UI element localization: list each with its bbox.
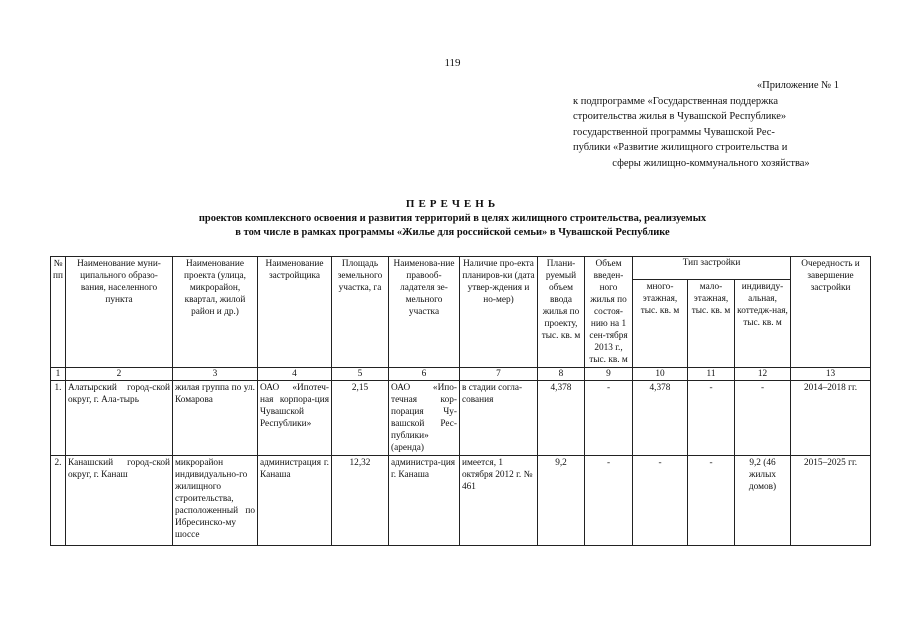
cell-low: - (688, 456, 735, 546)
column-number: 1 (51, 368, 66, 381)
document-title: ПЕРЕЧЕНЬ (405, 198, 500, 210)
appendix-line: сферы жилищно-коммунального хозяйства» (612, 157, 810, 169)
header-plan: Наличие про-екта планиров-ки (дата утвер-ждения и но-мер) (460, 257, 538, 368)
header-planned-volume: Плани-руемый объем ввода жилья по проекту, тыс. кв. м (538, 257, 585, 368)
table-row (51, 456, 871, 546)
column-number: 12 (735, 368, 791, 381)
header-project: Наименование проекта (улица, микрорайон, квартал, жилой район и др.) (173, 257, 258, 368)
header-schedule: Очередность и завершение застройки (791, 257, 871, 368)
column-number: 9 (585, 368, 633, 381)
document-subtitle (0, 212, 905, 240)
projects-table (50, 256, 871, 546)
cell-multi: 4,378 (633, 381, 688, 456)
column-number: 6 (389, 368, 460, 381)
column-numbers-row (51, 368, 871, 381)
column-number: 13 (791, 368, 871, 381)
cell-schedule: 2015–2025 гг. (791, 456, 871, 546)
cell-holder: ОАО «Ипо-течная кор-порация Чу-вашской Рес-публики» (аренда) (389, 381, 460, 456)
header-developer: Наименование застройщика (258, 257, 332, 368)
appendix-line: «Приложение № 1 (756, 80, 839, 91)
appendix-line: строительства жилья в Чувашской Республике» (573, 111, 787, 122)
cell-multi: - (633, 456, 688, 546)
header-area: Площадь земельного участка, га (332, 257, 389, 368)
column-number: 3 (173, 368, 258, 381)
header-low: мало-этажная, тыс. кв. м (688, 279, 735, 367)
cell-developer: ОАО «Ипотеч-ная корпора-ция Чувашской Республики» (258, 381, 332, 456)
header-individual: индивиду-альная, коттедж-ная, тыс. кв. м (735, 279, 791, 367)
cell-plan: имеется, 1 октября 2012 г. № 461 (460, 456, 538, 546)
cell-individual: 9,2 (46 жилых домов) (735, 456, 791, 546)
column-number: 8 (538, 368, 585, 381)
appendix-line: публики «Развитие жилищного строительства и (573, 142, 788, 153)
header-building-type: Тип застройки (633, 257, 791, 280)
table-row (51, 381, 871, 456)
column-number: 7 (460, 368, 538, 381)
column-number: 5 (332, 368, 389, 381)
page-number: 119 (444, 57, 461, 69)
cell-area: 2,15 (332, 381, 389, 456)
header-holder: Наименова-ние правооб-ладателя зе-мельного участка (389, 257, 460, 368)
cell-project: микрорайон индивидуально-го жилищного строительства, расположенный по Ибресинско-му шоссе (173, 456, 258, 546)
cell-num: 2. (51, 456, 66, 546)
header-num: № пп (51, 257, 66, 368)
cell-area: 12,32 (332, 456, 389, 546)
appendix-line: государственной программы Чувашской Рес- (573, 126, 775, 138)
cell-schedule: 2014–2018 гг. (791, 381, 871, 456)
column-number: 2 (66, 368, 173, 381)
cell-holder: администра-ция г. Канаша (389, 456, 460, 546)
subtitle-line: проектов комплексного освоения и развития территорий в целях жилищного строительства, реализуемых (198, 213, 707, 224)
header-built-volume: Объем введен-ного жилья по состоя-нию на 1 сен-тября 2013 г., тыс. кв. м (585, 257, 633, 368)
subtitle-line: в том числе в рамках программы «Жилье для российской семьи» в Чувашской Республике (235, 227, 670, 238)
table-header-row (51, 257, 871, 280)
column-number: 11 (688, 368, 735, 381)
cell-num: 1. (51, 381, 66, 456)
cell-project: жилая группа по ул. Комарова (173, 381, 258, 456)
cell-planned-volume: 9,2 (538, 456, 585, 546)
cell-individual: - (735, 381, 791, 456)
cell-municipality: Канашский город-ской округ, г. Канаш (66, 456, 173, 546)
cell-built-volume: - (585, 381, 633, 456)
cell-built-volume: - (585, 456, 633, 546)
cell-municipality: Алатырский город-ской округ, г. Ала-тырь (66, 381, 173, 456)
header-multi: много-этажная, тыс. кв. м (633, 279, 688, 367)
cell-planned-volume: 4,378 (538, 381, 585, 456)
cell-low: - (688, 381, 735, 456)
header-municipality: Наименование муни-ципального образо-вания, населенного пункта (66, 257, 173, 368)
column-number: 4 (258, 368, 332, 381)
appendix-line: к подпрограмме «Государственная поддержка (573, 95, 778, 107)
cell-developer: администрация г. Канаша (258, 456, 332, 546)
cell-plan: в стадии согла-сования (460, 381, 538, 456)
column-number: 10 (633, 368, 688, 381)
appendix-reference (573, 78, 849, 171)
